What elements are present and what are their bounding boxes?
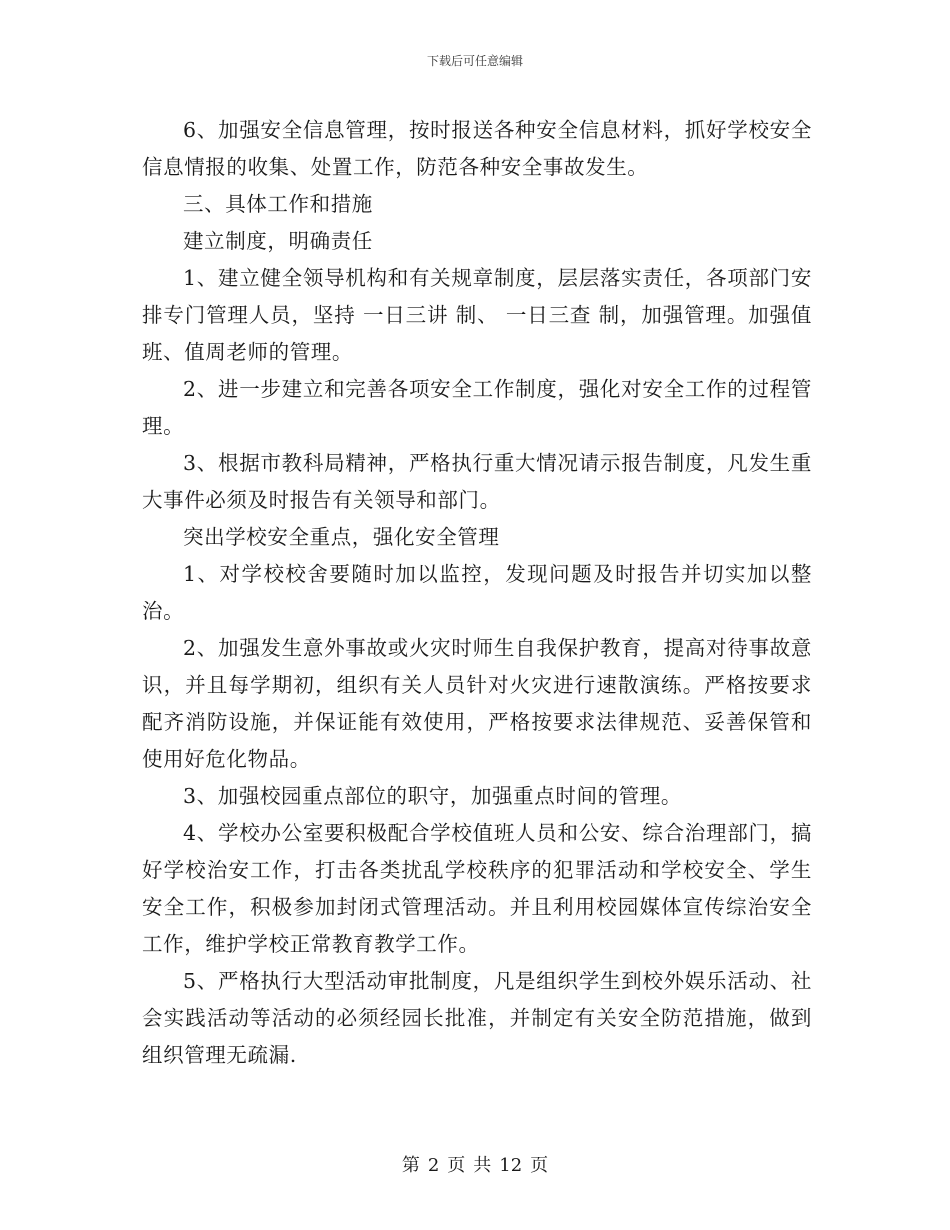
subheading-safety-focus: 突出学校安全重点，强化安全管理 xyxy=(183,525,500,549)
paragraph-item-3-key-locations: 3、加强校园重点部位的职守，加强重点时间的管理。 xyxy=(183,784,682,808)
paragraph-item-5-activity-approval: 5、严格执行大型活动审批制度，凡是组织学生到校外娱乐活动、社会实践活动等活动的必须经园长批准，并制定有关安全防范措施，做到组织管理无疏漏. xyxy=(142,969,812,1067)
page-number-footer xyxy=(0,1155,950,1177)
paragraph-item-1-building-monitoring: 1、对学校校舍要随时加以监控，发现问题及时报告并切实加以整治。 xyxy=(142,562,812,623)
footer-page-word: 页 xyxy=(447,1155,466,1176)
footer-total-word: 共 xyxy=(473,1155,492,1176)
document-body xyxy=(142,112,812,1074)
total-pages-number: 12 xyxy=(499,1155,523,1176)
subheading-establish-system: 建立制度，明确责任 xyxy=(183,229,373,253)
paragraph-item-2-safety-rules: 2、进一步建立和完善各项安全工作制度，强化对安全工作的过程管理。 xyxy=(142,377,812,438)
paragraph-item-4-public-security: 4、学校办公室要积极配合学校值班人员和公安、综合治理部门，搞好学校治安工作，打击各类扰乱学校秩序的犯罪活动和学校安全、学生安全工作，积极参加封闭式管理活动。并且利用校园媒体宣传综治安全工作，维护学校正常教育教学工作。 xyxy=(142,821,812,956)
paragraph-item-3-reporting: 3、根据市教科局精神，严格执行重大情况请示报告制度，凡发生重大事件必须及时报告有关领导和部门。 xyxy=(142,451,812,512)
current-page-number: 2 xyxy=(427,1155,440,1176)
footer-prefix: 第 xyxy=(401,1155,420,1176)
paragraph-item-1-leadership: 1、建立健全领导机构和有关规章制度，层层落实责任，各项部门安排专门管理人员，坚持 一日三讲 制、 一日三查 制，加强管理。加强值班、值周老师的管理。 xyxy=(142,266,812,364)
paragraph-item-2-fire-drill: 2、加强发生意外事故或火灾时师生自我保护教育，提高对待事故意识，并且每学期初，组织有关人员针对火灾进行速散演练。严格按要求配齐消防设施，并保证能有效使用，严格按要求法律规范、妥善保管和使用好危化物品。 xyxy=(142,636,812,771)
paragraph-item-6-info-management: 6、加强安全信息管理，按时报送各种安全信息材料，抓好学校安全信息情报的收集、处置工作，防范各种安全事故发生。 xyxy=(142,118,812,179)
footer-suffix: 页 xyxy=(530,1155,549,1176)
page-header-note: 下载后可任意编辑 xyxy=(426,54,523,68)
section-heading-specific-measures: 三、具体工作和措施 xyxy=(183,192,373,216)
